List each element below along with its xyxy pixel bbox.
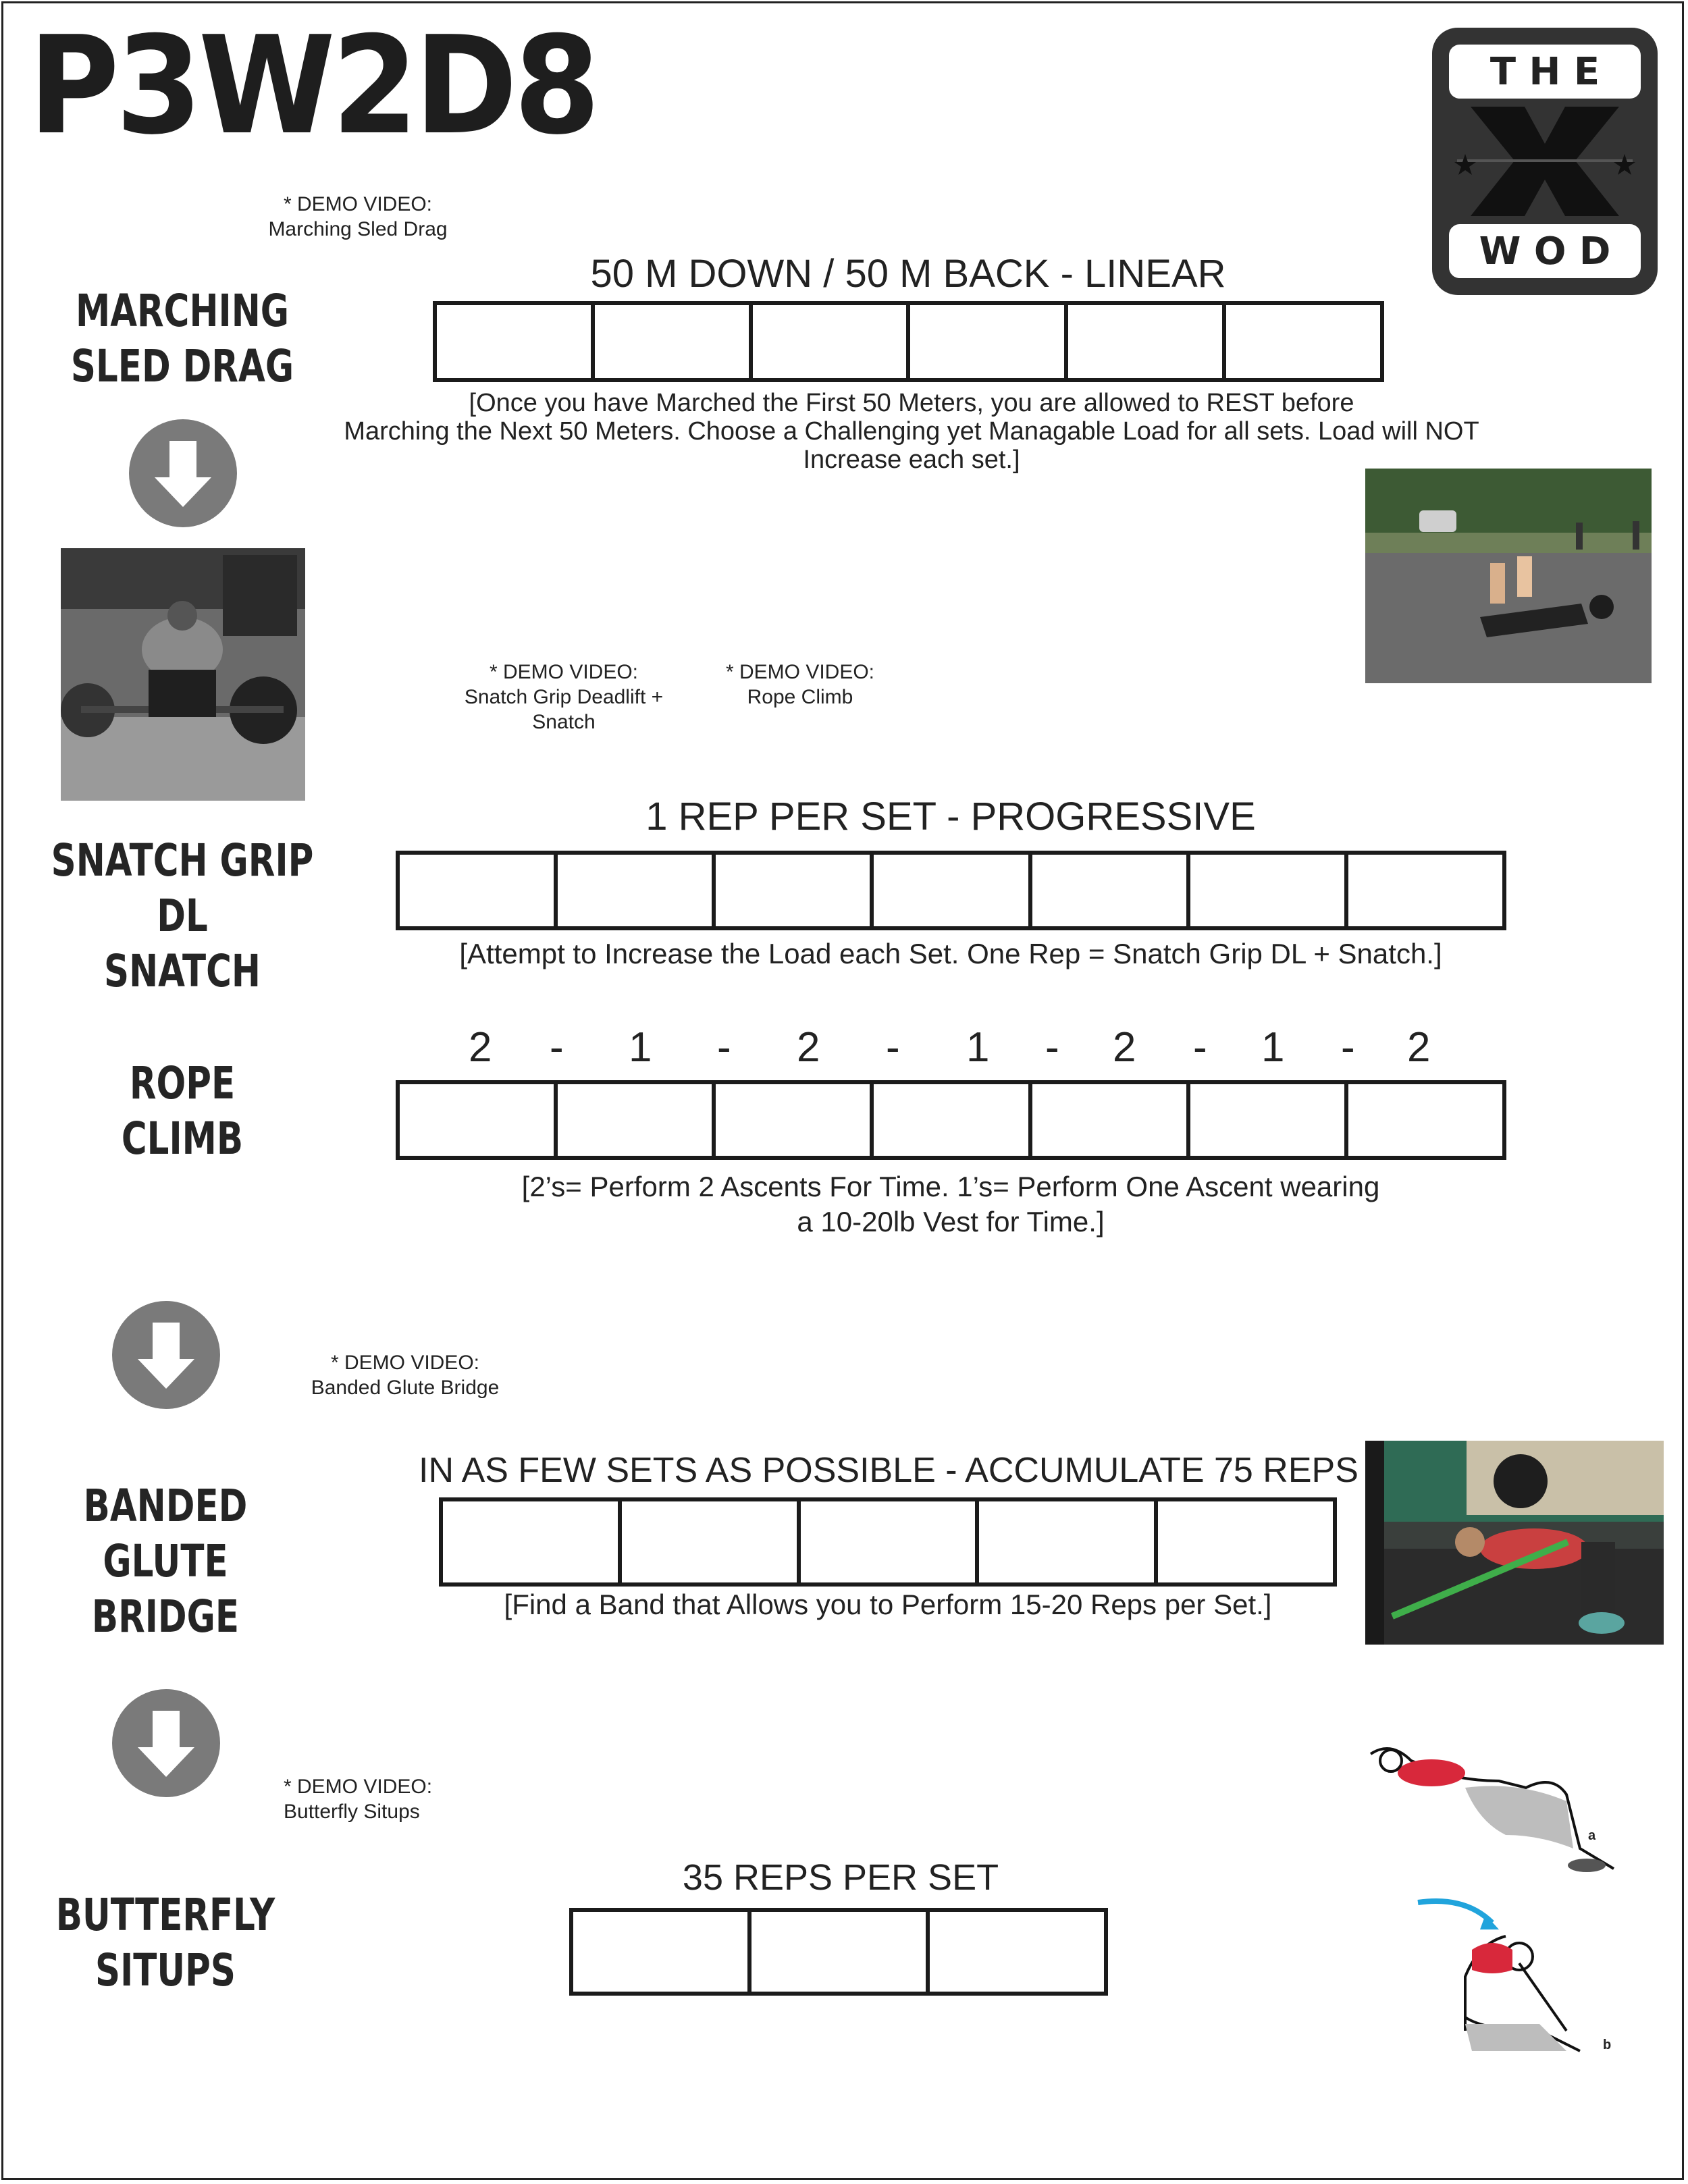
set-box[interactable] [622,1501,801,1582]
sled-note [284,389,1539,474]
exercise-name-snatch [45,833,319,999]
set-box[interactable] [751,1912,930,1992]
rope-note [397,1169,1504,1240]
down-arrow-icon [111,1688,221,1799]
snatch-note: [Attempt to Increase the Load each Set. One Rep = Snatch Grip DL + Snatch.] [459,938,1442,969]
note-line: Increase each set.] [803,446,1020,474]
glute-bridge-photo [1365,1441,1664,1645]
exercise-name-butterfly [52,1888,278,1998]
exercise-name-sled [61,284,304,394]
exercise-name-line: SITUPS [95,1944,236,1996]
set-box[interactable] [558,1084,716,1156]
rope-sequence [396,1023,1506,1077]
demo-name: Butterfly Situps [284,1801,420,1823]
demo-name: Snatch [532,711,596,733]
snatch-heading: 1 REP PER SET - PROGRESSIVE [645,795,1256,838]
set-box[interactable] [716,855,874,926]
sled-drag-photo [1365,469,1652,683]
sled-set-boxes [433,301,1384,382]
glute-demo-video-link[interactable] [270,1350,540,1400]
seq-item: - [550,1024,564,1071]
set-box[interactable] [400,855,558,926]
seq-item: 2 [1113,1024,1136,1071]
down-arrow-icon [111,1300,221,1410]
butterfly-heading: 35 REPS PER SET [682,1857,999,1898]
demo-name: Snatch Grip Deadlift + [464,686,664,708]
set-box[interactable] [1032,1084,1190,1156]
snatch-demo-video-link[interactable] [432,660,695,735]
set-box[interactable] [443,1501,622,1582]
glute-set-boxes [439,1497,1337,1587]
demo-name: Banded Glute Bridge [311,1377,500,1399]
demo-label: * DEMO VIDEO: [725,661,875,683]
exercise-name-line: MARCHING [75,285,290,337]
set-box[interactable] [753,305,911,378]
set-box[interactable] [930,1912,1104,1992]
seq-item: 1 [1261,1024,1285,1071]
figure-label-b: b [1603,2037,1612,2052]
note-line: [2’s= Perform 2 Ascents For Time. 1’s= Perform One Ascent wearing [521,1171,1380,1202]
set-box[interactable] [1348,855,1502,926]
note-line: [Once you have Marched the First 50 Meters, you are allowed to REST before [469,389,1354,417]
exercise-name-line: ROPE [129,1057,236,1109]
exercise-name-line: CLIMB [121,1113,244,1165]
page-title: P3W2D8 [28,7,597,165]
seq-item: - [1045,1024,1059,1071]
set-box[interactable] [1158,1501,1333,1582]
set-box[interactable] [874,1084,1032,1156]
snatch-set-boxes [396,851,1506,930]
demo-label: * DEMO VIDEO: [489,661,639,683]
seq-item: 2 [469,1024,492,1071]
seq-item: - [1193,1024,1207,1071]
snatch-photo [61,548,305,801]
set-box[interactable] [595,305,753,378]
exercise-name-line: SNATCH [103,945,261,997]
glute-heading: IN AS FEW SETS AS POSSIBLE - ACCUMULATE 75 REPS [419,1451,1359,1490]
seq-item: 2 [797,1024,820,1071]
set-box[interactable] [573,1912,751,1992]
sled-demo-video-link[interactable] [223,192,493,242]
exercise-name-line: BUTTERFLY [55,1889,275,1941]
seq-item: 1 [966,1024,990,1071]
set-box[interactable] [1190,855,1348,926]
logo-top-text: T H E [1489,50,1600,94]
set-box[interactable] [437,305,595,378]
down-arrow-icon [128,418,238,529]
exercise-name-line: GLUTE BRIDGE [91,1535,240,1643]
figure-label-a: a [1588,1828,1596,1843]
seq-item: - [886,1024,900,1071]
seq-item: 1 [629,1024,652,1071]
note-line: a 10-20lb Vest for Time.] [797,1206,1105,1237]
the-x-wod-logo [1430,26,1660,297]
set-box[interactable] [558,855,716,926]
exercise-name-glute [36,1479,294,1645]
set-box[interactable] [1068,305,1226,378]
set-box[interactable] [400,1084,558,1156]
exercise-name-line: SNATCH GRIP DL [51,834,314,942]
demo-name: Rope Climb [747,686,853,708]
butterfly-set-boxes [569,1908,1108,1996]
seq-item: 2 [1407,1024,1431,1071]
set-box[interactable] [1226,305,1380,378]
set-box[interactable] [716,1084,874,1156]
exercise-name-rope [77,1056,288,1167]
logo-bottom-text: W O D [1479,230,1611,273]
set-box[interactable] [979,1501,1158,1582]
set-box[interactable] [1348,1084,1502,1156]
butterfly-situp-illustration [1364,1734,1634,2073]
demo-label: * DEMO VIDEO: [284,1776,433,1798]
demo-label: * DEMO VIDEO: [330,1352,480,1374]
rope-set-boxes [396,1080,1506,1160]
set-box[interactable] [801,1501,980,1582]
set-box[interactable] [874,855,1032,926]
demo-name: Marching Sled Drag [268,218,448,240]
exercise-name-line: BANDED [83,1480,248,1532]
glute-note: [Find a Band that Allows you to Perform 15-20 Reps per Set.] [504,1589,1272,1620]
set-box[interactable] [910,305,1068,378]
seq-item: - [1341,1024,1355,1071]
seq-item: - [717,1024,731,1071]
sled-heading: 50 M DOWN / 50 M BACK - LINEAR [590,252,1226,296]
exercise-name-line: SLED DRAG [70,340,294,392]
set-box[interactable] [1032,855,1190,926]
set-box[interactable] [1190,1084,1348,1156]
note-line: Marching the Next 50 Meters. Choose a Challenging yet Managable Load for all sets. Load will NOT [344,417,1479,446]
butterfly-demo-video-link[interactable] [284,1774,506,1824]
demo-label: * DEMO VIDEO: [283,193,433,215]
rope-demo-video-link[interactable] [702,660,898,710]
